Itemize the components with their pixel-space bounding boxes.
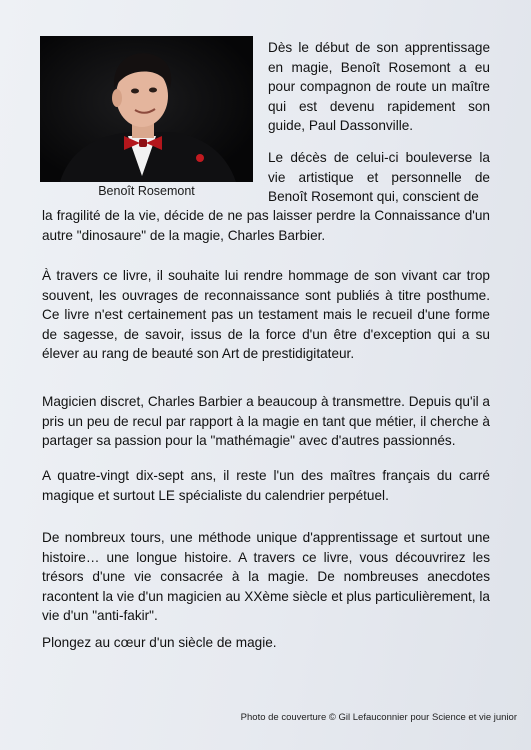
- photo-caption: Benoît Rosemont: [98, 184, 195, 198]
- paragraph-2-continuation-text: la fragilité de la vie, décide de ne pas laisser perdre la Connaissance d'un autre "dinosaure" de la magie, Charles Barbier.: [42, 208, 490, 243]
- paragraph-6-text: De nombreux tours, une méthode unique d'apprentissage et surtout une histoire… une longue histoire. A travers ce livre, vous découvrirez les trésors d'une vie consacrée à la magie. De nombreuses anecdotes racontent la vie d'un magicien au XXème siècle et plus particulièrement, la vie d'un "anti-fakir".: [42, 530, 490, 623]
- paragraph-6: [42, 528, 490, 626]
- paragraph-2-start-text: Le décès de celui-ci bouleverse la vie artistique et personnelle de Benoît Rosemont qui, conscient de: [268, 150, 490, 204]
- paragraph-1-text: Dès le début de son apprentissage en magie, Benoît Rosemont a eu pour compagnon de route un maître qui est devenu rapidement son guide, Paul Dassonville.: [268, 40, 490, 133]
- photo-credit: Photo de couverture © Gil Lefauconnier pour Science et vie junior: [240, 712, 517, 723]
- paragraph-3: [42, 266, 490, 364]
- portrait-illustration: [40, 36, 253, 182]
- paragraph-7: [42, 633, 490, 653]
- paragraph-3-text: À travers ce livre, il souhaite lui rendre hommage de son vivant car trop souvent, les ouvrages de reconnaissance sont publiés à titre posthume. Ce livre n'est certainement pas un testament mais le recueil d'une forme de sagesse, de savoir, issus de la force d'un être d'exception qui a su élever au rang de beauté son Art de prestidigitateur.: [42, 268, 490, 361]
- paragraph-4-text: Magicien discret, Charles Barbier a beaucoup à transmettre. Depuis qu'il a pris un peu de recul par rapport à la magie en tant que métier, il cherche à partager sa passion pour la "mathémagie" avec d'autres passionnés.: [42, 394, 490, 448]
- paragraph-1: [268, 38, 490, 136]
- portrait-photo: [40, 36, 253, 182]
- paragraph-5: [42, 466, 490, 505]
- paragraph-2-start: [268, 148, 490, 207]
- paragraph-4: [42, 392, 490, 451]
- paragraph-5-text: A quatre-vingt dix-sept ans, il reste l'un des maîtres français du carré magique et surtout LE spécialiste du calendrier perpétuel.: [42, 468, 490, 503]
- paragraph-7-text: Plongez au cœur d'un siècle de magie.: [42, 635, 277, 650]
- paragraph-2-continuation: [42, 206, 490, 245]
